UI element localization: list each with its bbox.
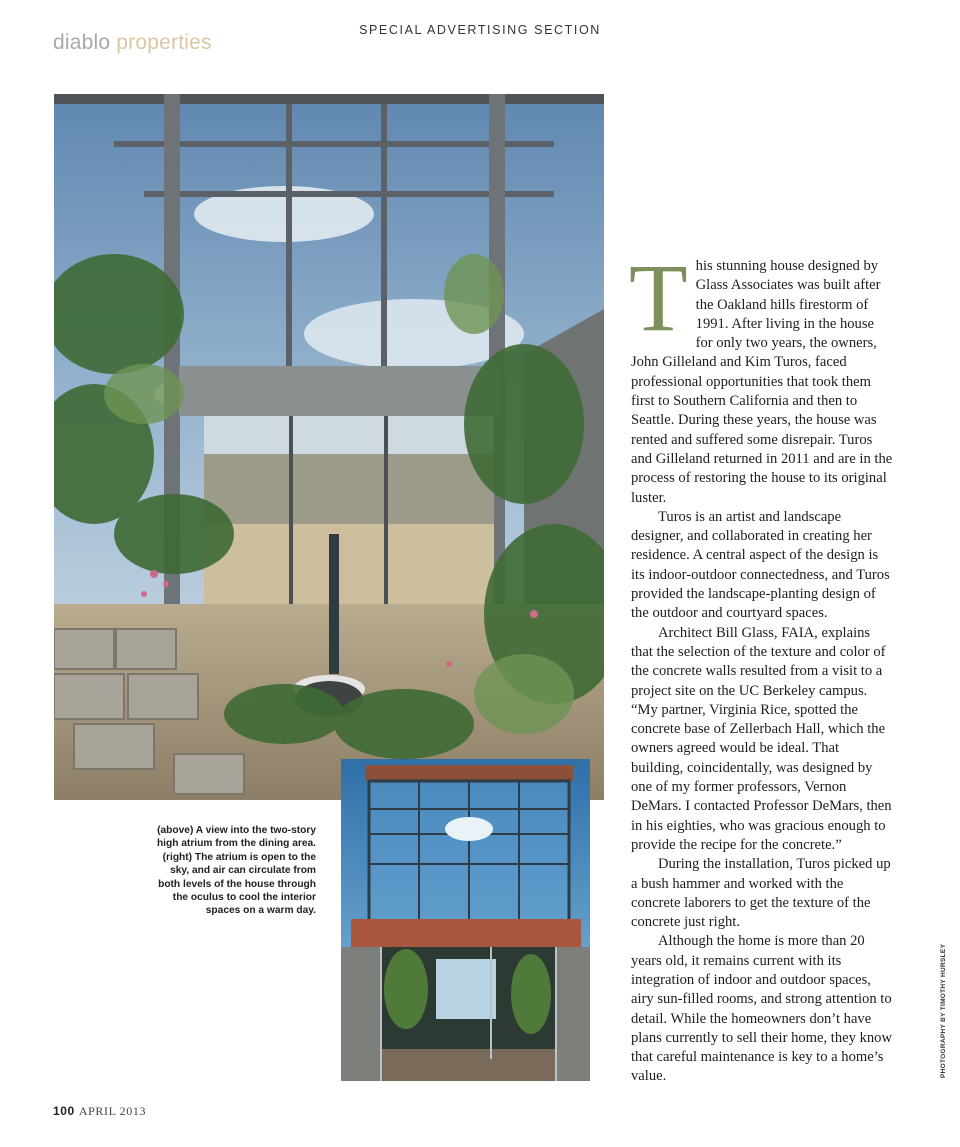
article-paragraph-2: Turos is an artist and landscape designer, and collaborated in creating her residence. A central aspect of the design is its indoor-outdoor connectedness, and Turos provided the landscape-planting design of the outdoor and courtyard spaces. <box>631 508 890 622</box>
article-body <box>629 244 893 1087</box>
photo-caption <box>150 824 316 918</box>
section-label: SPECIAL ADVERTISING SECTION <box>359 23 601 37</box>
page-number: 100 <box>53 1104 75 1118</box>
caption-right: (right) The atrium is open to the sky, and air can circulate from both levels of the house through the oculus to cool the interior spaces on a warm day. <box>158 851 316 917</box>
caption-above: (above) A view into the two-story high atrium from the dining area. <box>156 825 316 850</box>
page-footer <box>53 1104 146 1119</box>
article-paragraph-5: Although the home is more than 20 years old, it remains current with its integration of indoor and outdoor spaces, airy sun-filled rooms, and strong attention to detail. While the homeowners don’t have plans currently to sell their home, they know that careful maintenance is key to a home’s value. <box>631 933 893 1085</box>
magazine-brand <box>53 31 212 55</box>
atrium-photo-illustration <box>54 94 604 800</box>
exterior-photo <box>341 759 590 1081</box>
brand-word-diablo: diablo <box>53 31 111 54</box>
article-paragraph-3: Architect Bill Glass, FAIA, explains that the selection of the texture and color of the concrete walls resulted from a visit to a project site on the UC Berkeley campus. “My partner, Virginia Rice, spotted the concrete base of Zellerbach Hall, which the owners agreed would be ideal. That building, coincidentally, was designed by one of my former professors, Vernon DeMars. I contacted Professor DeMars, then in his eighties, who was gracious enough to provide the recipe for the concrete.” <box>631 624 892 853</box>
article-paragraph-1 <box>629 244 893 508</box>
issue-date: APRIL 2013 <box>78 1104 147 1118</box>
atrium-photo <box>54 94 604 800</box>
article-paragraph-1-text: his stunning house designed by Glass Associates was built after the Oakland hills firestorm of 1991. After living in the house for only two years, the owners, John Gilleland and Kim Turos, faced professional opportunities that took them first to Southern California and then to Seattle. During these years, the house was rented and suffered some disrepair. Turos and Gilleland returned in 2011 and are in the process of restoring the house to its original luster. <box>631 258 893 506</box>
article-paragraph-4: During the installation, Turos picked up a bush hammer and worked with the concrete laborers to get the texture of the concrete just right. <box>631 856 891 931</box>
photo-credit: PHOTOGRAPHY BY TIMOTHY HURSLEY <box>940 943 947 1078</box>
drop-cap: T <box>629 244 688 351</box>
exterior-photo-illustration <box>341 759 590 1081</box>
brand-word-properties: properties <box>110 31 212 54</box>
